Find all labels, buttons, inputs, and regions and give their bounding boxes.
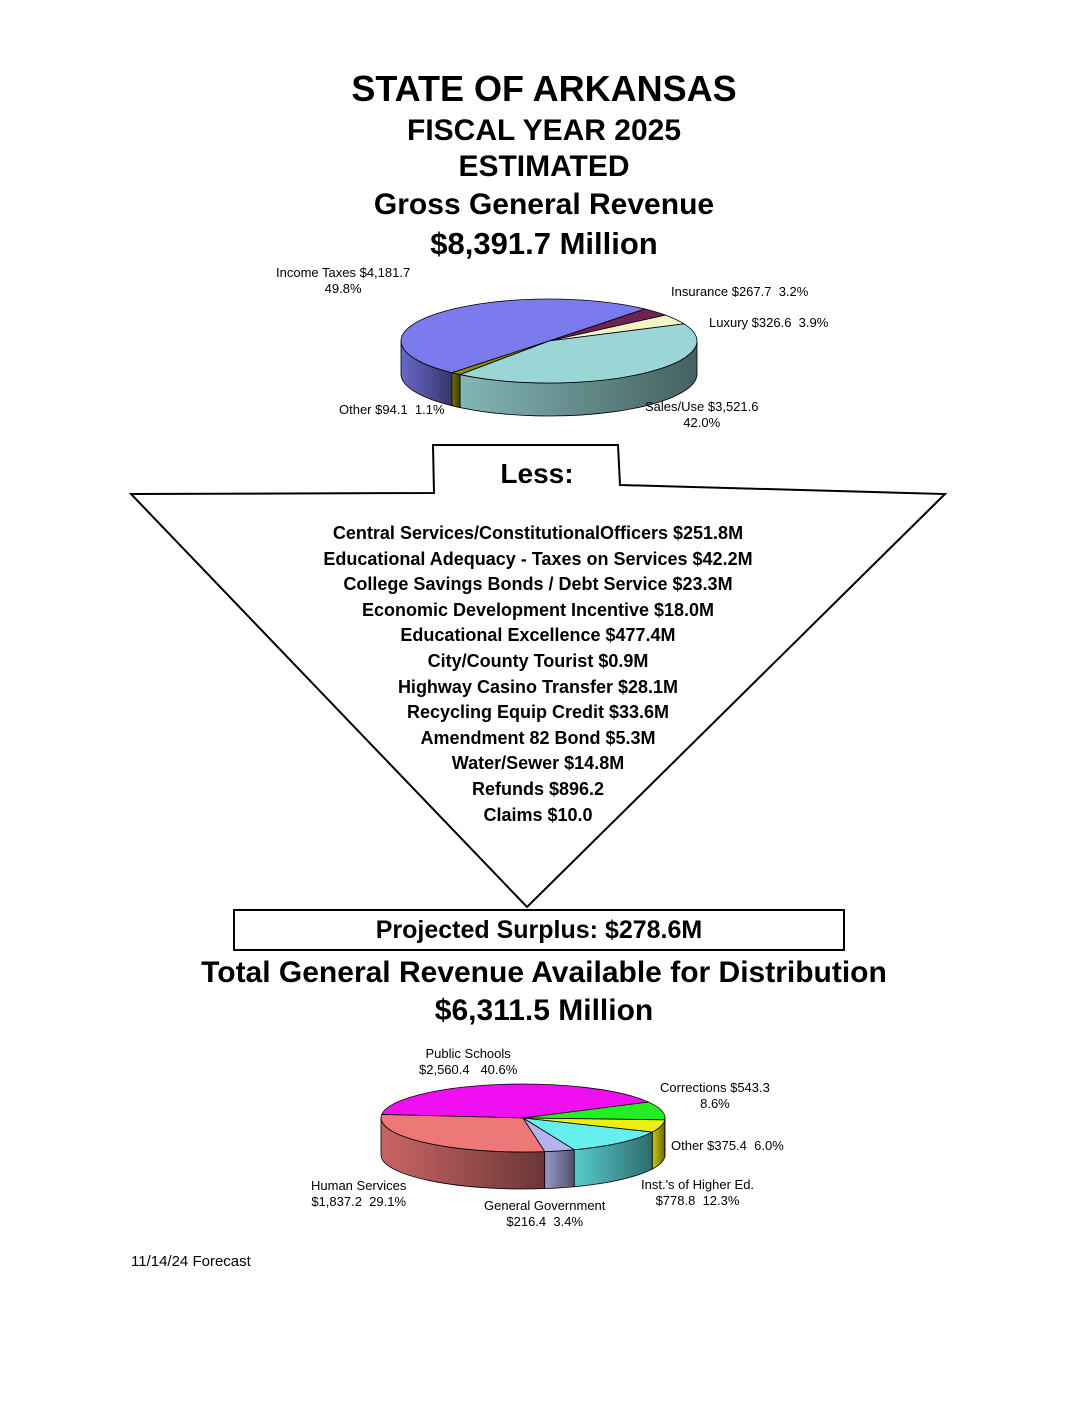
pie2-label-general-government: General Government $216.4 3.4% — [484, 1198, 606, 1229]
gross-revenue-title: Gross General Revenue — [373, 188, 715, 221]
deduction-item: Claims $10.0 — [483, 804, 593, 825]
deduction-item: College Savings Bonds / Debt Service $23.3M — [343, 574, 733, 595]
pie2-label-public-schools: Public Schools $2,560.4 40.6% — [419, 1046, 518, 1077]
status-title: ESTIMATED — [458, 150, 630, 183]
pie2-label-other: Other $375.4 6.0% — [671, 1138, 784, 1153]
pie1-label-income-taxes: Income Taxes $4,181.7 49.8% — [276, 265, 411, 296]
deduction-item: Recycling Equip Credit $33.6M — [406, 702, 670, 723]
pie1-label-insurance: Insurance $267.7 3.2% — [671, 284, 809, 299]
deduction-item: City/County Tourist $0.9M — [427, 650, 649, 671]
forecast-date: 11/14/24 Forecast — [131, 1253, 251, 1270]
deduction-item: Water/Sewer $14.8M — [451, 753, 625, 774]
deduction-item: Highway Casino Transfer $28.1M — [397, 676, 679, 697]
distribution-amount: $6,311.5 Million — [434, 994, 654, 1027]
pie1-label-sales-use: Sales/Use $3,521.6 42.0% — [645, 399, 759, 430]
fiscal-year-title: FISCAL YEAR 2025 — [407, 114, 681, 147]
projected-surplus-box: Projected Surplus: $278.6M — [233, 909, 845, 951]
deduction-item: Amendment 82 Bond $5.3M — [420, 727, 656, 748]
deduction-item: Economic Development Incentive $18.0M — [361, 599, 715, 620]
pie2-label-human-services: Human Services $1,837.2 29.1% — [311, 1178, 407, 1209]
deduction-item: Educational Adequacy - Taxes on Services $42.2M — [323, 548, 753, 569]
less-label: Less: — [500, 458, 574, 489]
gross-revenue-amount: $8,391.7 Million — [430, 226, 658, 261]
deductions-list — [240, 521, 836, 828]
pie1-label-other: Other $94.1 1.1% — [339, 402, 445, 417]
pie1-label-luxury: Luxury $326.6 3.9% — [709, 315, 829, 330]
pie2-label-higher-ed: Inst.'s of Higher Ed. $778.8 12.3% — [641, 1177, 755, 1208]
state-title: STATE OF ARKANSAS — [351, 68, 737, 109]
deduction-item: Educational Excellence $477.4M — [400, 625, 676, 646]
deduction-item: Refunds $896.2 — [471, 778, 605, 799]
deduction-item: Central Services/ConstitutionalOfficers $251.8M — [332, 523, 744, 543]
pie2-side-general-government — [545, 1150, 574, 1189]
pie2-label-corrections: Corrections $543.3 8.6% — [660, 1080, 770, 1111]
distribution-title: Total General Revenue Available for Distribution — [201, 956, 887, 989]
